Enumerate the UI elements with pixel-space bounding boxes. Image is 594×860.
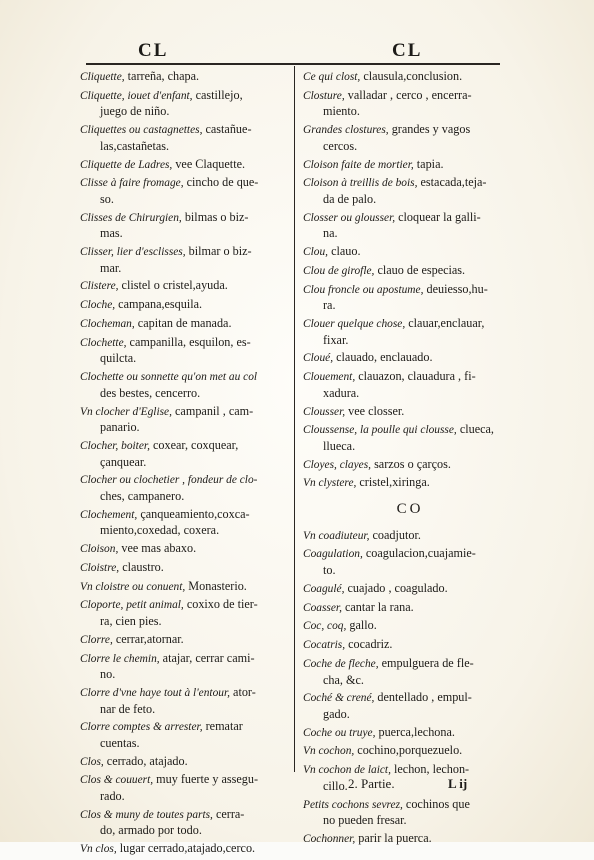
dictionary-entry bbox=[303, 422, 517, 454]
headword: Clisses de Chirurgien, bbox=[80, 211, 182, 224]
translation: lugar cerrado,atajado,cerco. bbox=[119, 841, 256, 856]
headword: Cloussense, la poulle qui clousse, bbox=[303, 424, 457, 437]
translation: cincho de que- bbox=[186, 175, 259, 190]
headword: Cliquettes ou castagnettes, bbox=[80, 124, 203, 137]
headword: Coché & crené, bbox=[303, 692, 375, 705]
headword: Clos & muny de toutes parts, bbox=[80, 808, 213, 821]
translation-continuation: no pueden fresar. bbox=[323, 813, 407, 828]
translation: cloquear la galli- bbox=[398, 209, 481, 224]
translation-continuation: miento. bbox=[323, 104, 360, 119]
translation-continuation: ra, cien pies. bbox=[100, 613, 162, 628]
dictionary-entry bbox=[303, 743, 517, 760]
dictionary-entry bbox=[303, 263, 517, 280]
headword: Vn cochon, bbox=[303, 745, 355, 758]
headword: Petits cochons sevrez, bbox=[303, 798, 403, 811]
dictionary-entry bbox=[303, 175, 517, 207]
headword: Coc, coq, bbox=[303, 620, 347, 633]
headword: Grandes clostures, bbox=[303, 124, 389, 137]
translation-continuation: no. bbox=[100, 667, 116, 682]
translation-continuation: cillo. bbox=[323, 778, 348, 793]
translation: clauo. bbox=[331, 244, 361, 259]
translation: clueca, bbox=[459, 422, 494, 437]
translation-continuation: do, armado por todo. bbox=[100, 823, 202, 838]
dictionary-entry bbox=[80, 316, 288, 333]
translation: estacada,teja- bbox=[420, 175, 487, 190]
headword: Cloison à treillis de bois, bbox=[303, 177, 418, 190]
translation: campanilla, esquilon, es- bbox=[129, 334, 251, 349]
translation: rematar bbox=[205, 719, 243, 734]
translation: capitan de manada. bbox=[137, 316, 232, 330]
signature-mark: 2. Partie. bbox=[348, 776, 395, 791]
translation-continuation: na. bbox=[323, 226, 338, 241]
translation: cocadriz. bbox=[348, 637, 393, 652]
headword: Cloison faite de mortier, bbox=[303, 158, 414, 171]
translation: claustro. bbox=[122, 559, 164, 574]
dictionary-entry bbox=[80, 438, 288, 470]
dictionary-entry bbox=[80, 244, 288, 276]
headword: Cliquette, iouet d'enfant, bbox=[80, 89, 193, 102]
dictionary-entry bbox=[303, 475, 517, 492]
headword: Vn clystere, bbox=[303, 477, 357, 490]
translation-continuation: to. bbox=[323, 563, 336, 578]
right-column-entries-a bbox=[303, 69, 517, 492]
headword: Coche ou truye, bbox=[303, 726, 376, 739]
headword: Cloison, bbox=[80, 543, 119, 556]
dictionary-entry bbox=[80, 507, 288, 539]
translation: coagulacion,cuajamie- bbox=[365, 546, 476, 561]
translation: puerca,lechona. bbox=[378, 724, 455, 739]
headword: Clocher, boiter, bbox=[80, 439, 150, 452]
headword: Vn cloistre ou conuent, bbox=[80, 580, 186, 593]
translation: sarzos o çarços. bbox=[374, 456, 451, 471]
dictionary-entry bbox=[303, 282, 517, 314]
translation: cristel,xiringa. bbox=[359, 475, 430, 490]
translation: deuiesso,hu- bbox=[426, 281, 488, 296]
translation: atajar, cerrar cami- bbox=[162, 650, 255, 665]
translation: lechon, lechon- bbox=[393, 762, 470, 777]
section-heading: CO bbox=[396, 501, 424, 518]
running-head bbox=[86, 40, 500, 61]
translation-continuation: rado. bbox=[100, 789, 125, 804]
dictionary-entry bbox=[303, 581, 517, 598]
translation-continuation: gado. bbox=[323, 706, 350, 721]
headword: Clousser, bbox=[303, 405, 346, 418]
headword: Ce qui clost, bbox=[303, 71, 361, 83]
running-head-left: CL bbox=[138, 40, 169, 61]
translation-continuation: des bestes, cencerro. bbox=[100, 385, 201, 400]
translation: bilmar o biz- bbox=[188, 244, 252, 259]
translation: dentellado , empul- bbox=[377, 690, 472, 705]
translation-continuation: mar. bbox=[100, 260, 122, 275]
translation: bilmas o biz- bbox=[184, 209, 249, 224]
dictionary-entry bbox=[303, 600, 517, 617]
dictionary-entry bbox=[303, 244, 517, 261]
dictionary-entry bbox=[303, 122, 517, 154]
dictionary-entry bbox=[303, 546, 517, 578]
dictionary-entry bbox=[80, 335, 288, 367]
headword: Coasser, bbox=[303, 601, 342, 614]
headword: Closser ou glousser, bbox=[303, 211, 396, 224]
translation: grandes y vagos bbox=[391, 122, 471, 137]
translation: castillejo, bbox=[195, 87, 243, 102]
headword: Clochette, bbox=[80, 336, 127, 349]
translation-continuation: quilcta. bbox=[100, 351, 137, 366]
headword: Clistere, bbox=[80, 280, 119, 293]
translation: cochino,porquezuelo. bbox=[357, 743, 463, 758]
dictionary-entry bbox=[80, 651, 288, 683]
headword: Cloporte, petit animal, bbox=[80, 599, 184, 612]
dictionary-entry bbox=[303, 618, 517, 635]
translation-continuation: da de palo. bbox=[323, 191, 377, 206]
dictionary-entry bbox=[80, 472, 288, 504]
headword: Cloué, bbox=[303, 352, 334, 365]
dictionary-entry bbox=[303, 369, 517, 401]
translation: ator- bbox=[233, 684, 256, 699]
translation: campana,esquila. bbox=[118, 297, 203, 312]
folio-number: L ij bbox=[448, 776, 468, 791]
translation: tapia. bbox=[416, 156, 444, 171]
dictionary-entry bbox=[303, 88, 517, 120]
translation-continuation: nar de feto. bbox=[100, 701, 156, 716]
translation-continuation: so. bbox=[100, 191, 114, 206]
translation-continuation: ches, campanero. bbox=[100, 488, 185, 503]
translation-continuation: fixar. bbox=[323, 332, 349, 347]
translation: parir la puerca. bbox=[358, 831, 432, 845]
headword: Cloistre, bbox=[80, 561, 120, 574]
translation: vee closser. bbox=[348, 403, 405, 418]
dictionary-entry bbox=[80, 122, 288, 154]
headword: Clouement, bbox=[303, 371, 356, 384]
dictionary-entry bbox=[80, 597, 288, 629]
dictionary-entry bbox=[303, 690, 517, 722]
translation-continuation: panario. bbox=[100, 420, 140, 435]
running-head-right: CL bbox=[392, 40, 423, 61]
headword: Clorre, bbox=[80, 633, 113, 646]
dictionary-entry bbox=[303, 69, 517, 86]
headword: Cloyes, clayes, bbox=[303, 458, 372, 471]
headword: Cocatris, bbox=[303, 639, 346, 652]
dictionary-entry bbox=[80, 157, 288, 174]
translation-continuation: miento,coxedad, coxera. bbox=[100, 523, 220, 538]
dictionary-entry bbox=[303, 210, 517, 242]
dictionary-entry bbox=[80, 69, 288, 86]
translation: cuajado , coagulado. bbox=[347, 580, 448, 595]
dictionary-entry bbox=[303, 797, 517, 829]
dictionary-entry bbox=[80, 754, 288, 771]
headword: Vn clocher d'Eglise, bbox=[80, 405, 172, 418]
dictionary-entry bbox=[80, 404, 288, 436]
translation: çanqueamiento,coxca- bbox=[140, 506, 250, 521]
translation: clauazon, clauadura , fi- bbox=[358, 369, 476, 384]
dictionary-entry bbox=[303, 762, 517, 794]
dictionary-entry bbox=[303, 457, 517, 474]
header-rule bbox=[86, 63, 500, 65]
dictionary-entry bbox=[80, 88, 288, 120]
headword: Clisse à faire fromage, bbox=[80, 177, 184, 190]
translation: coxixo de tier- bbox=[186, 597, 258, 612]
headword: Clos, bbox=[80, 755, 104, 768]
dictionary-entry bbox=[80, 772, 288, 804]
translation: clauo de especias. bbox=[377, 262, 466, 277]
translation: campanil , cam- bbox=[175, 403, 254, 418]
translation: coxear, coxquear, bbox=[152, 437, 239, 452]
translation: coadjutor. bbox=[372, 527, 421, 542]
headword: Clos & couuert, bbox=[80, 774, 154, 787]
translation: vee mas abaxo. bbox=[121, 541, 197, 556]
translation-continuation: cuentas. bbox=[100, 735, 140, 750]
translation-continuation: ra. bbox=[323, 298, 336, 313]
left-column bbox=[80, 69, 288, 860]
dictionary-entry bbox=[80, 807, 288, 839]
dictionary-entry bbox=[80, 541, 288, 558]
translation: vee Claquette. bbox=[175, 156, 246, 171]
translation: cantar la rana. bbox=[344, 599, 414, 614]
headword: Clorre le chemin, bbox=[80, 652, 160, 665]
headword: Clou, bbox=[303, 246, 329, 259]
headword: Clorre comptes & arrester, bbox=[80, 721, 203, 734]
translation-continuation: cha, &c. bbox=[323, 672, 364, 687]
translation-continuation: xadura. bbox=[323, 385, 360, 400]
translation-continuation: las,castañetas. bbox=[100, 138, 170, 153]
headword: Coagulation, bbox=[303, 548, 363, 561]
translation: empulguera de fle- bbox=[381, 655, 474, 670]
headword: Cliquette de Ladres, bbox=[80, 158, 173, 171]
translation: clausula,conclusion. bbox=[363, 69, 463, 83]
headword: Closture, bbox=[303, 89, 345, 102]
dictionary-entry bbox=[80, 278, 288, 295]
translation: cerrar,atornar. bbox=[115, 631, 184, 646]
dictionary-entry bbox=[303, 316, 517, 348]
headword: Vn coadiuteur, bbox=[303, 529, 370, 542]
dictionary-entry bbox=[80, 632, 288, 649]
translation: muy fuerte y assegu- bbox=[156, 772, 259, 787]
headword: Clouer quelque chose, bbox=[303, 318, 406, 330]
dictionary-entry bbox=[303, 157, 517, 174]
headword: Clochette ou sonnette qu'on met au col bbox=[80, 371, 258, 384]
headword: Cloche, bbox=[80, 299, 116, 312]
headword: Clou de girofle, bbox=[303, 264, 375, 277]
headword: Cliquette, bbox=[80, 71, 125, 83]
headword: Clisser, lier d'esclisses, bbox=[80, 246, 186, 259]
dictionary-entry bbox=[303, 404, 517, 421]
headword: Coagulé, bbox=[303, 582, 345, 595]
headword: Clocheman, bbox=[80, 318, 135, 330]
dictionary-entry bbox=[80, 210, 288, 242]
dictionary-entry bbox=[303, 831, 517, 848]
dictionary-entry bbox=[303, 725, 517, 742]
translation: Monasterio. bbox=[188, 578, 247, 593]
dictionary-entry bbox=[80, 560, 288, 577]
headword: Coche de fleche, bbox=[303, 657, 379, 670]
translation: cerra- bbox=[215, 806, 245, 821]
translation: cochinos que bbox=[405, 796, 470, 811]
translation: clauar,enclauar, bbox=[408, 316, 485, 330]
headword: Cochonner, bbox=[303, 833, 356, 845]
translation: gallo. bbox=[349, 618, 377, 633]
dictionary-entry bbox=[80, 841, 288, 858]
translation-continuation: llueca. bbox=[323, 438, 356, 453]
dictionary-entry bbox=[80, 579, 288, 596]
translation: castañue- bbox=[205, 122, 252, 137]
translation: valladar , cerco , encerra- bbox=[347, 87, 472, 102]
headword: Clocher ou clochetier , fondeur de clo- bbox=[80, 474, 258, 487]
translation: tarreña, chapa. bbox=[127, 69, 200, 83]
headword: Vn cochon de laict, bbox=[303, 764, 391, 777]
headword: Vn clos, bbox=[80, 843, 117, 856]
translation-continuation: mas. bbox=[100, 226, 123, 241]
dictionary-entry bbox=[303, 528, 517, 545]
translation: cerrado, atajado. bbox=[106, 753, 188, 768]
headword: Clochement, bbox=[80, 508, 138, 521]
translation: clistel o cristel,ayuda. bbox=[121, 278, 228, 293]
headword: Clou froncle ou apostume, bbox=[303, 283, 424, 296]
column-divider bbox=[294, 66, 295, 772]
dictionary-entry bbox=[303, 350, 517, 367]
translation-continuation: juego de niño. bbox=[100, 104, 170, 119]
dictionary-entry bbox=[80, 369, 288, 401]
dictionary-entry bbox=[80, 685, 288, 717]
translation-continuation: cercos. bbox=[323, 138, 358, 153]
dictionary-entry bbox=[80, 297, 288, 314]
dictionary-entry bbox=[80, 719, 288, 751]
right-column bbox=[303, 69, 517, 850]
dictionary-entry bbox=[303, 656, 517, 688]
translation: clauado, enclauado. bbox=[336, 350, 433, 365]
dictionary-entry bbox=[80, 175, 288, 207]
headword: Clorre d'vne haye tout à l'entour, bbox=[80, 686, 230, 699]
translation-continuation: çanquear. bbox=[100, 454, 147, 469]
right-column-entries-b bbox=[303, 528, 517, 848]
dictionary-entry bbox=[303, 637, 517, 654]
